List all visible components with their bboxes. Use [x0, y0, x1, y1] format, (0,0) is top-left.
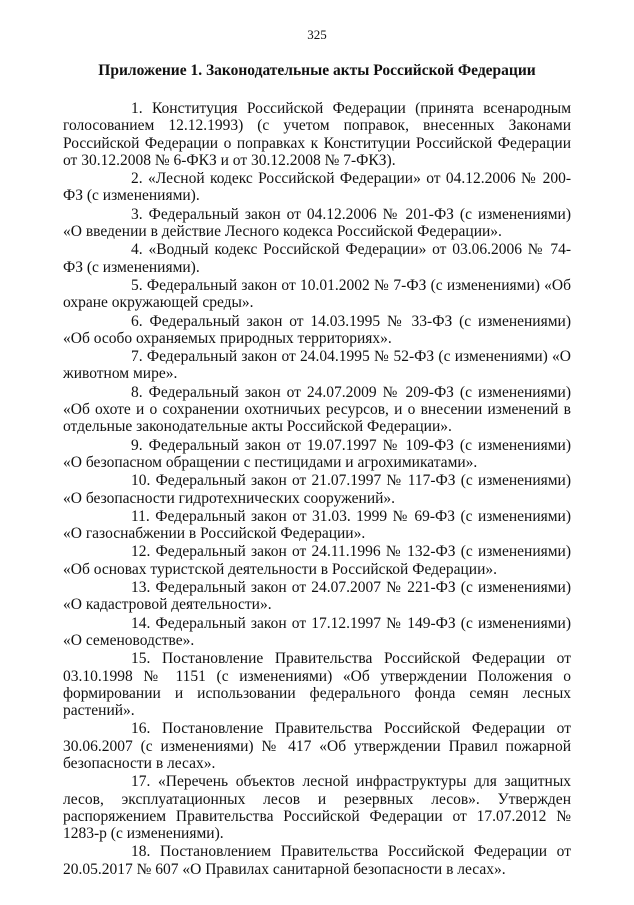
- list-item: [63, 170, 571, 205]
- list-item-text: «Перечень объектов лесной инфраструктуры для защитных лесов, эксплуатационных лесов и резервных лесов». Утвержден распоряжением Правительства Российской Федерации от 17.07.2012 № 1283-р (с изменениями).: [63, 773, 571, 843]
- list-item-number: 15.: [131, 650, 151, 668]
- page-title: Приложение 1. Законодательные акты Российской Федерации: [98, 62, 536, 79]
- list-item: [63, 313, 571, 348]
- list-item-number: 14.: [131, 614, 151, 632]
- list-item-text: Федеральный закон от 24.07.2009 № 209-ФЗ (с изменениями) «Об охоте и о сохранении охотничьих ресурсов, и о внесении изменений в отдельные законодательные акты Российской Федерации».: [63, 383, 571, 436]
- list-item-number: 6.: [131, 312, 143, 330]
- list-item-number: 10.: [131, 472, 151, 490]
- list-item-number: 4.: [131, 241, 143, 259]
- list-item-number: 17.: [131, 773, 151, 791]
- list-item-text: Федеральный закон от 10.01.2002 № 7-ФЗ (с изменениями) «Об охране окружающей среды».: [63, 276, 571, 312]
- list-item-text: Постановлением Правительства Российской Федерации от 20.05.2017 № 607 «О Правилах санитарной безопасности в лесах».: [63, 843, 572, 878]
- list-item: [63, 615, 571, 650]
- list-item-number: 12.: [131, 543, 151, 561]
- list-item: [63, 579, 571, 614]
- list-item: [63, 277, 571, 312]
- list-item-text: Федеральный закон от 21.07.1997 № 117-ФЗ (с изменениями) «О безопасности гидротехнических сооружений».: [63, 472, 572, 507]
- list-item: [63, 348, 571, 383]
- list-item: [63, 650, 571, 719]
- list-item-text: Федеральный закон от 24.04.1995 № 52-ФЗ (с изменениями) «О животном мире».: [63, 348, 571, 383]
- list-item: [63, 543, 571, 578]
- list-item-number: 18.: [131, 843, 151, 861]
- list-item: [63, 472, 571, 507]
- list-item: [63, 206, 571, 241]
- list-item-text: Федеральный закон от 17.12.1997 № 149-ФЗ (с изменениями) «О семеноводстве».: [63, 614, 572, 649]
- list-item-text: Федеральный закон от 24.11.1996 № 132-ФЗ (с изменениями) «Об основах туристской деятельности в Российской Федерации».: [63, 543, 572, 578]
- list-item-text: «Лесной кодекс Российской Федерации» от 04.12.2006 № 200-ФЗ (с изменениями).: [63, 170, 572, 205]
- list-item-number: 11.: [131, 507, 150, 525]
- list-item-text: «Водный кодекс Российской Федерации» от 03.06.2006 № 74-ФЗ (с изменениями).: [63, 241, 571, 276]
- list-item: [63, 384, 571, 436]
- list-item-number: 5.: [131, 276, 143, 294]
- list-item-text: Постановление Правительства Российской Федерации от 30.06.2007 (с изменениями) № 417 «Об утверждении Правил пожарной безопасности в лесах».: [63, 720, 571, 772]
- list-item: [63, 843, 571, 878]
- list-item: [63, 720, 571, 772]
- page-number: 325: [307, 27, 327, 42]
- list-item-text: Конституция Российской Федерации (принята всенародным голосованием 12.12.1993) (с учетом поправок, внесенных Законами Российской Федерации о поправках к Конституции Российской Федерации от 30.12.2008 № 6-ФКЗ и от 30.12.2008 № 7-ФКЗ).: [63, 100, 572, 169]
- list-item-number: 9.: [131, 436, 143, 454]
- list-item-number: 8.: [131, 383, 143, 401]
- list-item-number: 16.: [131, 720, 151, 738]
- list-item: [63, 241, 571, 276]
- list-item-number: 1.: [131, 100, 143, 117]
- list-item-text: Федеральный закон от 04.12.2006 № 201-ФЗ (с изменениями) «О введении в действие Лесного кодекса Российской Федерации».: [63, 205, 571, 241]
- list-item: [63, 437, 571, 472]
- list-item-number: 13.: [131, 579, 151, 597]
- list-item-text: Постановление Правительства Российской Федерации от 03.10.1998 № 1151 (с изменениями) «Об утверждении Положения о формировании и использовании федерального фонда семян лесных растений».: [63, 650, 571, 720]
- list-item: [63, 508, 571, 543]
- list-item: [63, 773, 571, 842]
- list-item-text: Федеральный закон от 14.03.1995 № 33-ФЗ (с изменениями) «Об особо охраняемых природных территориях».: [63, 312, 571, 347]
- list-item-number: 7.: [131, 348, 143, 366]
- list-item-text: Федеральный закон от 24.07.2007 № 221-ФЗ (с изменениями) «О кадастровой деятельности».: [63, 579, 572, 614]
- legislation-list: [63, 100, 571, 879]
- list-item-number: 2.: [131, 170, 143, 188]
- list-item: [63, 100, 571, 169]
- list-item-text: Федеральный закон от 19.07.1997 № 109-ФЗ (с изменениями) «О безопасном обращении с пестицидами и агрохимикатами».: [63, 436, 571, 471]
- list-item-number: 3.: [131, 205, 143, 223]
- list-item-text: Федеральный закон от 31.03. 1999 № 69-ФЗ (с изменениями) «О газоснабжении в Российской Федерации».: [63, 507, 572, 543]
